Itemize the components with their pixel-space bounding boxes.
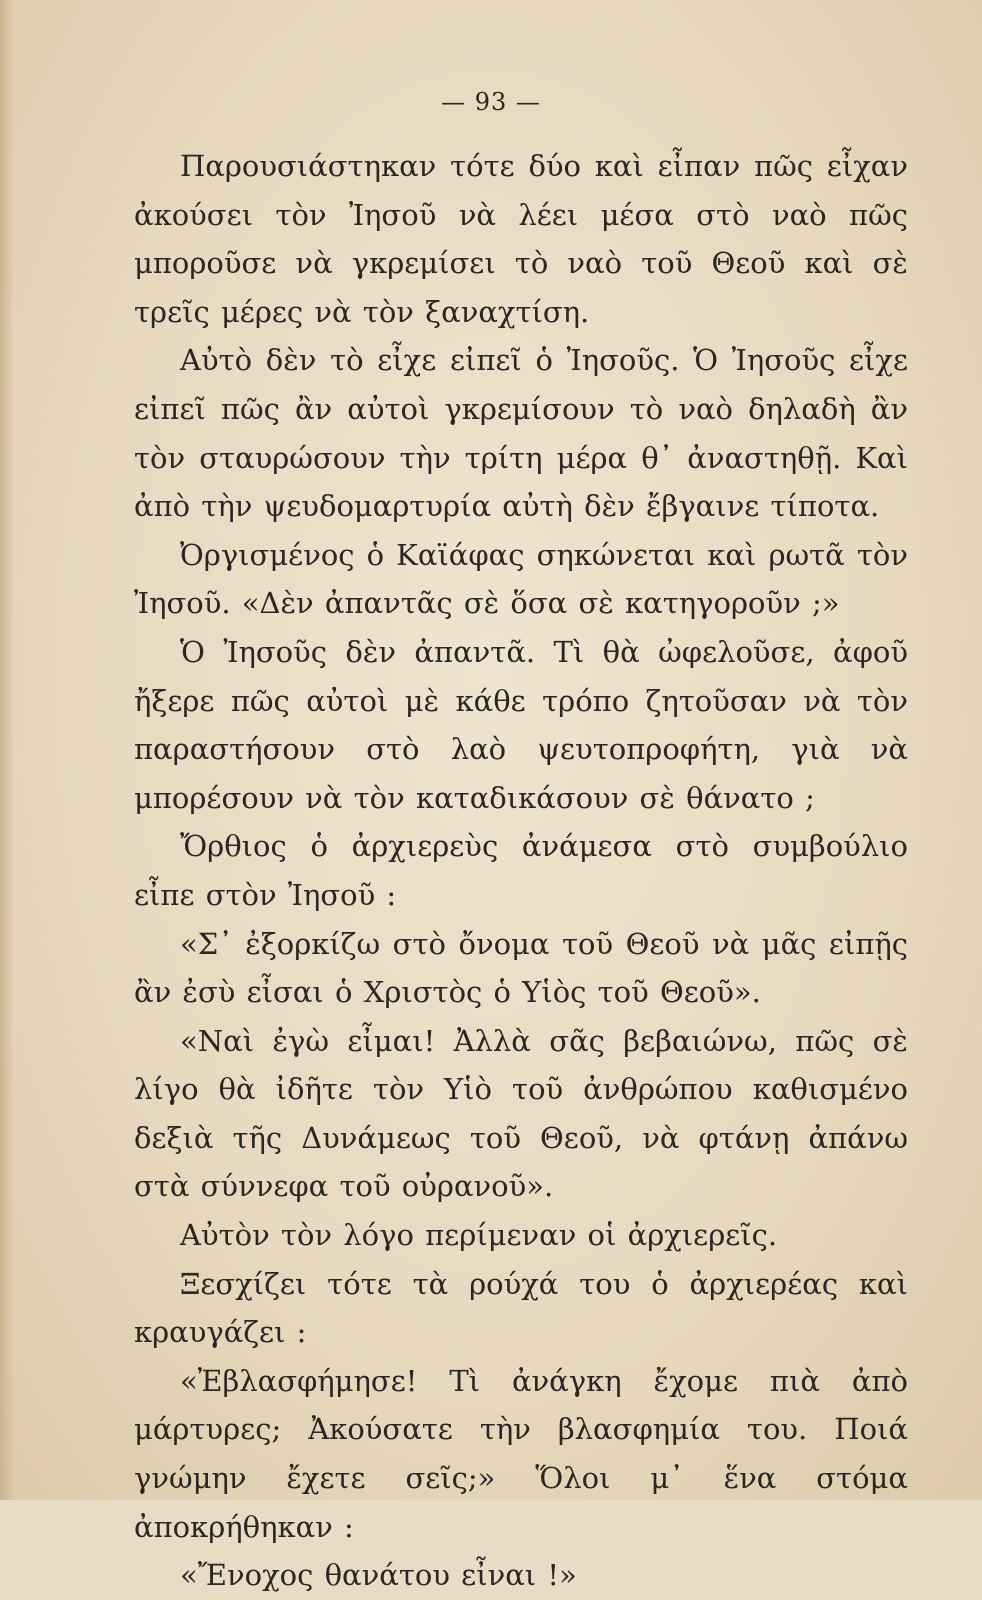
paragraph-blasphemy: «Ἐβλασφήμησε! Τὶ ἀνάγκη ἔχομε πιὰ ἀπὸ μάρτυρες; Ἀκούσατε τὴν βλασφημία του. Ποιά γνώμην ἔχετε σεῖς;» Ὅλοι μ᾽ ἕνα στόμα ἀποκρήθηκαν :	[134, 1363, 908, 1544]
paragraph-jesus-silent: Ὁ Ἰησοῦς δὲν ἀπαντᾶ. Τὶ θὰ ὠφελοῦσε, ἀφοῦ ἤξερε πῶς αὐτοὶ μὲ κάθε τρόπο ζητοῦσαν νὰ τὸν παραστήσουν στὸ λαὸ ψευτοπροφήτη, γιὰ νὰ μπορέσουν νὰ τὸν καταδικάσουν σὲ θάνατο ;	[134, 634, 908, 815]
paragraph-jesus-had-said: Αὐτὸ δὲν τὸ εἶχε εἰπεῖ ὁ Ἰησοῦς. Ὁ Ἰησοῦς εἶχε εἰπεῖ πῶς ἂν αὐτοὶ γκρεμίσουν τὸ ναὸ δηλαδὴ ἂν τὸν σταυρώσουν τὴν τρίτη μέρα θ᾽ ἀναστηθῇ. Καὶ ἀπὸ τὴν ψευδομαρτυρία αὐτὴ δὲν ἔβγαινε τίποτα.	[134, 343, 908, 524]
page-binding-edge	[0, 0, 14, 1500]
paragraph-awaited-word: Αὐτὸν τὸν λόγο περίμεναν οἱ ἀρχιερεῖς.	[180, 1218, 778, 1253]
paragraph-false-witnesses: Παρουσιάστηκαν τότε δύο καὶ εἶπαν πῶς εἶχαν ἀκούσει τὸν Ἰησοῦ νὰ λέει μέσα στὸ ναὸ πῶς μποροῦσε νὰ γκρεμίσει τὸ ναὸ τοῦ Θεοῦ καὶ σὲ τρεῖς μέρες νὰ τὸν ξαναχτίση.	[134, 149, 908, 329]
paragraph-high-priest-stands: Ὄρθιος ὁ ἀρχιερεὺς ἀνάμεσα στὸ συμβούλιο εἶπε στὸν Ἰησοῦ :	[134, 829, 908, 912]
paragraph-verdict: «Ἔνοχος θανάτου εἶναι !»	[180, 1558, 577, 1593]
paragraph-caiaphas-asks: Ὀργισμένος ὁ Καϊάφας σηκώνεται καὶ ρωτᾶ τὸν Ἰησοῦ. «Δὲν ἀπαντᾶς σὲ ὅσα σὲ κατηγοροῦν ;»	[134, 537, 908, 621]
paragraph-tears-clothes: Ξεσχίζει τότε τὰ ρούχά του ὁ ἀρχιερέας καὶ κραυγάζει :	[134, 1266, 908, 1350]
body-text	[134, 142, 908, 1600]
paragraph-jesus-answers: «Ναὶ ἐγὼ εἶμαι! Ἀλλὰ σᾶς βεβαιώνω, πῶς σὲ λίγο θὰ ἰδῆτε τὸν Υἱὸ τοῦ ἀνθρώπου καθισμένο δεξιὰ τῆς Δυνάμεως τοῦ Θεοῦ, νὰ φτάνῃ ἀπάνω στὰ σύννεφα τοῦ οὐρανοῦ».	[134, 1023, 908, 1204]
page-number: — 93 —	[441, 88, 541, 116]
paragraph-adjuration: «Σ᾽ ἐξορκίζω στὸ ὄνομα τοῦ Θεοῦ νὰ μᾶς εἰπῇς ἂν ἐσὺ εἶσαι ὁ Χριστὸς ὁ Υἱὸς τοῦ Θεοῦ».	[134, 926, 908, 1010]
